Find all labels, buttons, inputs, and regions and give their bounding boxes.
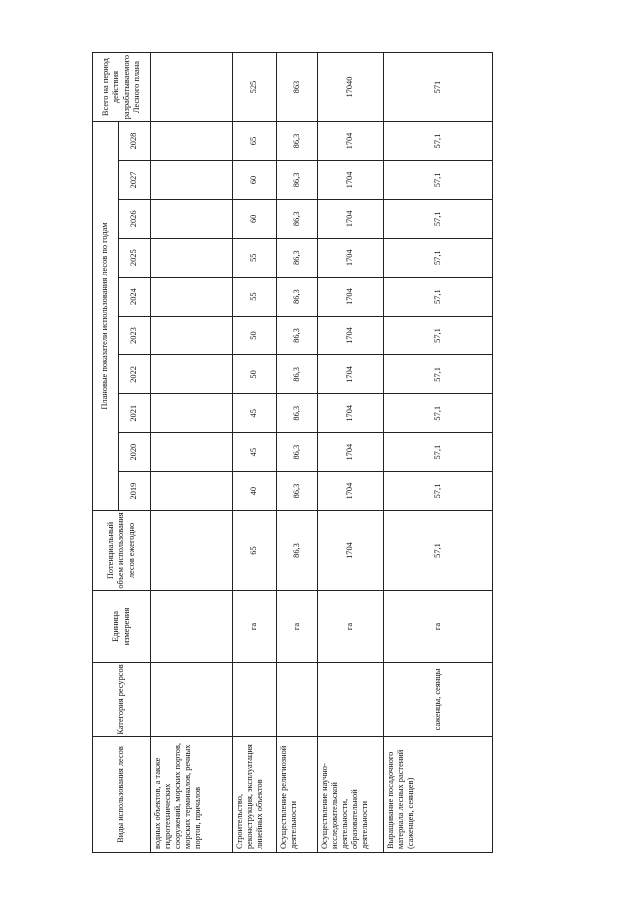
row-value-2021: 45 — [233, 394, 277, 433]
row-total: 571 — [384, 53, 493, 122]
row-value-2025: 57,1 — [384, 238, 493, 277]
row-total: 863 — [277, 53, 318, 122]
row-value-2022 — [151, 355, 233, 394]
row-value-2027: 1704 — [318, 160, 384, 199]
row-unit: га — [277, 591, 318, 663]
row-value-2020: 57,1 — [384, 433, 493, 472]
header-type-text: Виды использования лесов — [116, 746, 126, 843]
row-value-2019: 1704 — [318, 472, 384, 511]
year-2027: 2027 — [119, 160, 151, 199]
row-value-2019: 40 — [233, 472, 277, 511]
row-category — [233, 663, 277, 737]
row-potential: 65 — [233, 511, 277, 591]
row-value-2020: 45 — [233, 433, 277, 472]
row-value-2028: 65 — [233, 122, 277, 161]
table-row — [384, 53, 493, 853]
row-value-2027: 57,1 — [384, 160, 493, 199]
row-value-2025 — [151, 238, 233, 277]
row-value-2023: 86,3 — [277, 316, 318, 355]
header-total-text: Всего на период действия разрабатываемого Лесного плана — [101, 54, 141, 120]
row-value-2026: 57,1 — [384, 199, 493, 238]
row-value-2024: 55 — [233, 277, 277, 316]
row-value-2021: 1704 — [318, 394, 384, 433]
row-unit: га — [318, 591, 384, 663]
row-value-2021: 86,3 — [277, 394, 318, 433]
year-2020: 2020 — [119, 433, 151, 472]
row-category — [277, 663, 318, 737]
row-value-2023: 50 — [233, 316, 277, 355]
row-value-2024: 57,1 — [384, 277, 493, 316]
year-2026: 2026 — [119, 199, 151, 238]
row-value-2019 — [151, 472, 233, 511]
rotated-table-container — [92, 53, 492, 853]
row-value-2025: 55 — [233, 238, 277, 277]
header-unit — [93, 591, 151, 663]
row-value-2021: 57,1 — [384, 394, 493, 433]
row-value-2028: 1704 — [318, 122, 384, 161]
row-total: 17040 — [318, 53, 384, 122]
row-total: 525 — [233, 53, 277, 122]
row-value-2020: 86,3 — [277, 433, 318, 472]
table-row — [277, 53, 318, 853]
row-unit: га — [233, 591, 277, 663]
row-potential: 86,3 — [277, 511, 318, 591]
year-2025: 2025 — [119, 238, 151, 277]
row-value-2023: 1704 — [318, 316, 384, 355]
row-value-2022: 57,1 — [384, 355, 493, 394]
row-value-2024: 1704 — [318, 277, 384, 316]
row-value-2021 — [151, 394, 233, 433]
row-category: саженцы, сеянцы — [384, 663, 493, 737]
row-value-2026 — [151, 199, 233, 238]
forest-use-plan-table — [92, 52, 493, 853]
row-type: Строительство, реконструкция, эксплуатация линейных объектов — [233, 737, 277, 853]
header-unit-text: Единица измерения — [111, 607, 131, 646]
row-value-2022: 86,3 — [277, 355, 318, 394]
header-category-text: Категория ресурсов — [116, 664, 126, 735]
row-type: Выращивание посадочного материала лесных растений (саженцев, сеянцев) — [384, 737, 493, 853]
year-2028: 2028 — [119, 122, 151, 161]
header-yearly-text: Плановые показатели использования лесов по годам — [100, 222, 110, 410]
row-potential: 1704 — [318, 511, 384, 591]
row-potential — [151, 511, 233, 591]
row-type: Осуществление религиозной деятельности — [277, 737, 318, 853]
row-value-2022: 50 — [233, 355, 277, 394]
header-potential-text: Потенциальный объем использования лесов ежегодно — [106, 512, 136, 589]
row-value-2027: 60 — [233, 160, 277, 199]
row-value-2027 — [151, 160, 233, 199]
row-value-2024 — [151, 277, 233, 316]
header-total — [93, 53, 151, 122]
row-total — [151, 53, 233, 122]
header-yearly — [93, 122, 119, 511]
table-row — [233, 53, 277, 853]
row-category — [318, 663, 384, 737]
row-value-2026: 1704 — [318, 199, 384, 238]
row-value-2028: 57,1 — [384, 122, 493, 161]
row-value-2025: 1704 — [318, 238, 384, 277]
year-2022: 2022 — [119, 355, 151, 394]
year-2023: 2023 — [119, 316, 151, 355]
row-value-2024: 86,3 — [277, 277, 318, 316]
row-type: Осуществление научно-исследовательской деятельности, образовательной деятельности — [318, 737, 384, 853]
row-value-2028 — [151, 122, 233, 161]
row-value-2019: 86,3 — [277, 472, 318, 511]
row-value-2028: 86,3 — [277, 122, 318, 161]
row-value-2022: 1704 — [318, 355, 384, 394]
table-row — [318, 53, 384, 853]
row-value-2027: 86,3 — [277, 160, 318, 199]
header-type — [93, 737, 151, 853]
row-value-2023: 57,1 — [384, 316, 493, 355]
year-2019: 2019 — [119, 472, 151, 511]
row-value-2019: 57,1 — [384, 472, 493, 511]
row-value-2020 — [151, 433, 233, 472]
row-value-2020: 1704 — [318, 433, 384, 472]
row-type: водных объектов, а также гидротехнических сооружений, морских портов, морских терминалов, речных портов, причалов — [151, 737, 233, 853]
row-value-2025: 86,3 — [277, 238, 318, 277]
row-value-2026: 60 — [233, 199, 277, 238]
row-category — [151, 663, 233, 737]
table-row — [151, 53, 233, 853]
header-potential — [93, 511, 151, 591]
row-unit — [151, 591, 233, 663]
row-value-2026: 86,3 — [277, 199, 318, 238]
year-2024: 2024 — [119, 277, 151, 316]
row-value-2023 — [151, 316, 233, 355]
row-potential: 57,1 — [384, 511, 493, 591]
year-2021: 2021 — [119, 394, 151, 433]
header-category — [93, 663, 151, 737]
row-unit: га — [384, 591, 493, 663]
